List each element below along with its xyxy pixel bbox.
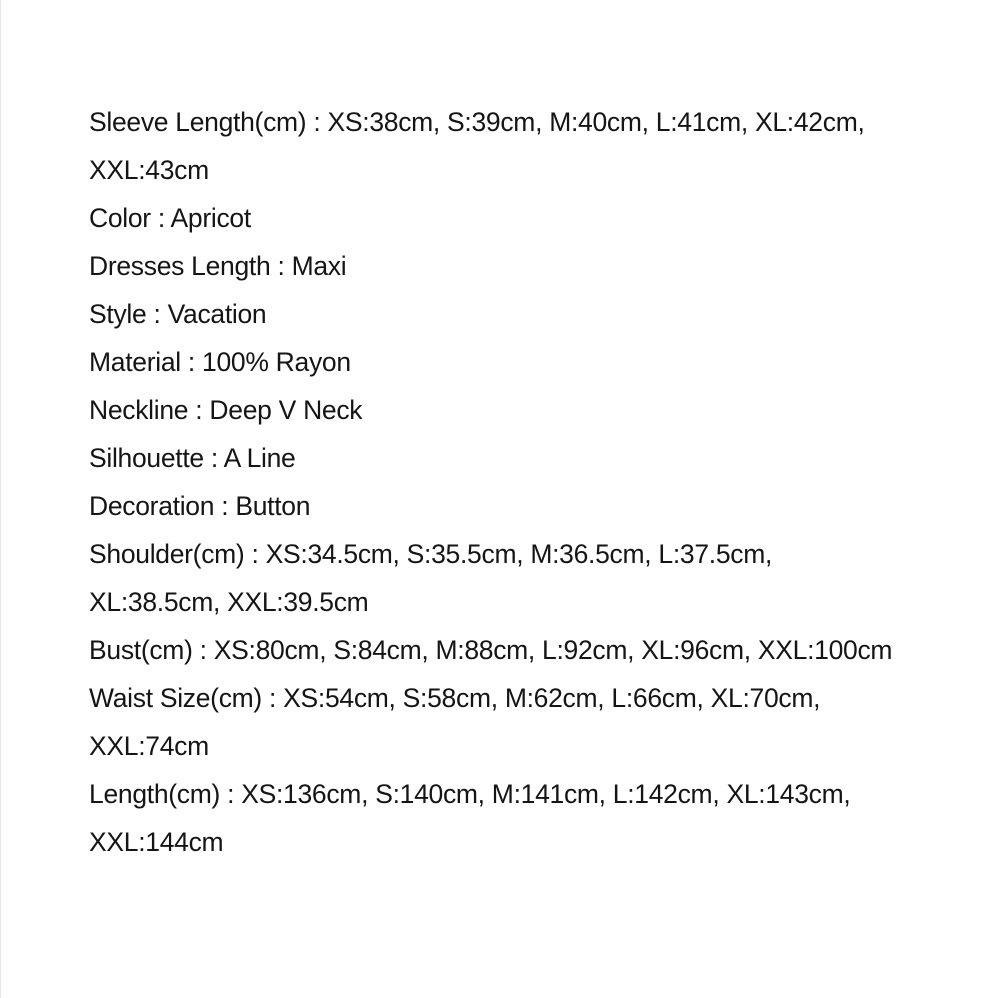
dress-length-line: Dresses Length : Maxi (89, 251, 347, 281)
decoration-line: Decoration : Button (89, 491, 311, 521)
waist-size-line: Waist Size(cm) : XS:54cm, S:58cm, M:62cm, L:66cm, XL:70cm, (89, 683, 821, 713)
bust-line: Bust(cm) : XS:80cm, S:84cm, M:88cm, L:92cm, XL:96cm, XXL:100cm (89, 635, 893, 665)
material-line: Material : 100% Rayon (89, 347, 351, 377)
length-line-continued: XXL:144cm (89, 827, 224, 857)
shoulder-line: Shoulder(cm) : XS:34.5cm, S:35.5cm, M:36.5cm, L:37.5cm, (89, 539, 773, 569)
shoulder-line-continued: XL:38.5cm, XXL:39.5cm (89, 587, 369, 617)
style-line: Style : Vacation (89, 299, 267, 329)
sleeve-length-line: Sleeve Length(cm) : XS:38cm, S:39cm, M:40cm, L:41cm, XL:42cm, (89, 107, 865, 137)
color-line: Color : Apricot (89, 203, 251, 233)
neckline-line: Neckline : Deep V Neck (89, 395, 363, 425)
waist-size-line-continued: XXL:74cm (89, 731, 209, 761)
sleeve-length-line-continued: XXL:43cm (89, 155, 209, 185)
length-line: Length(cm) : XS:136cm, S:140cm, M:141cm, L:142cm, XL:143cm, (89, 779, 851, 809)
silhouette-line: Silhouette : A Line (89, 443, 296, 473)
product-spec-list (89, 98, 984, 866)
